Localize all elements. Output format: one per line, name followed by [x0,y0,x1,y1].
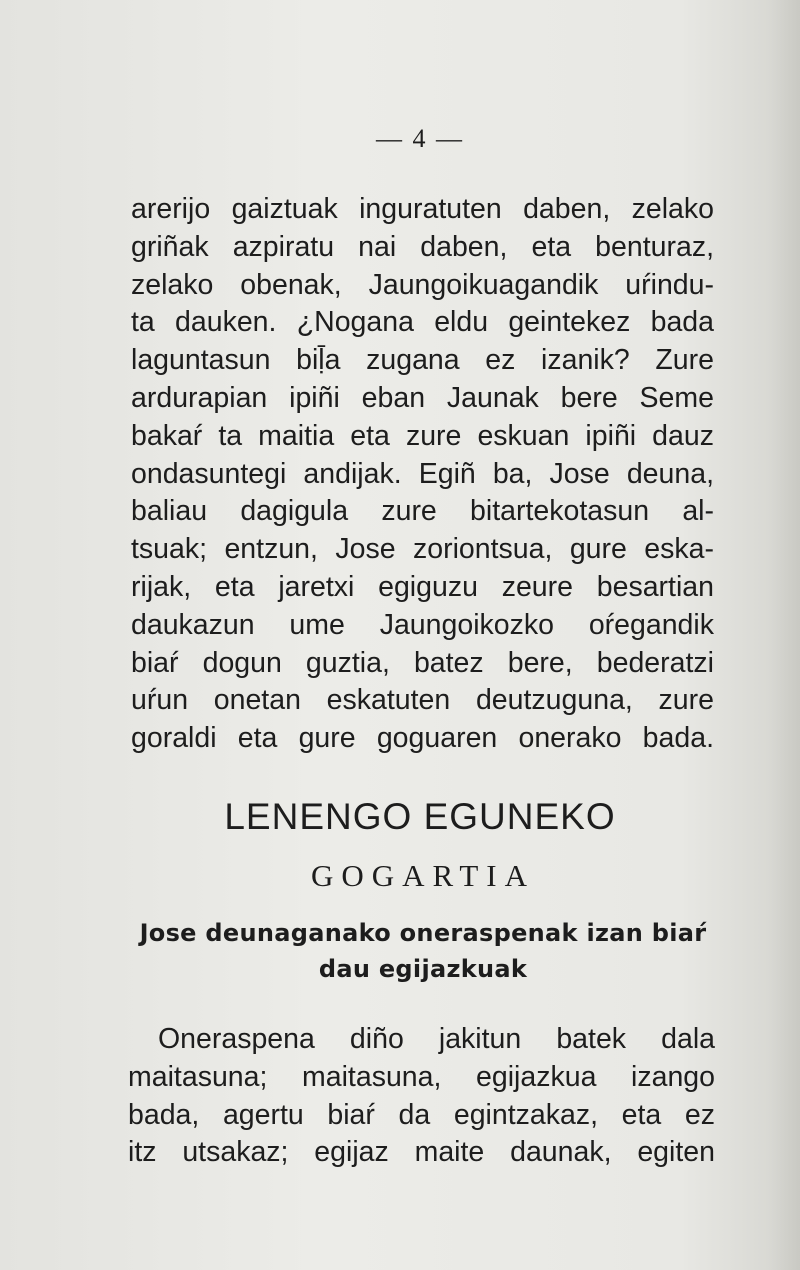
text-line: daukazun ume Jaungoikozko oŕegandik [131,608,714,641]
text-line: maitasuna; maitasuna, egijazkua izango [128,1060,715,1093]
page-number: — 4 — [376,124,464,153]
text-line: itz utsakaz; egijaz maite daunak, egiten [128,1136,715,1169]
text-line: ondasuntegi andijak. Egiñ ba, Jose deuna, [131,457,714,490]
text-line: bada, agertu biaŕ da egintzakaz, eta ez [128,1098,715,1131]
text-line: arerijo gaiztuak inguratuten daben, zelako [131,193,714,225]
day-heading: LENENGO EGUNEKO [224,796,616,837]
section-title-line: dau egijazkuak [318,955,528,983]
text-line: Oneraspena diño jakitun batek dala [158,1023,715,1055]
text-line: biaŕ dogun guztia, batez bere, bederatzi [131,646,714,679]
section-title-line: Jose deunaganako oneraspenak izan biaŕ [139,919,707,947]
text-line: ardurapian ipiñi eban Jaunak bere Seme [131,381,714,414]
text-line: laguntasun biḹa zugana ez izanik? Zure [131,344,714,377]
prayer-paragraph [131,191,714,758]
meditation-paragraph [128,1021,715,1172]
meditation-heading: GOGARTIA [310,858,535,893]
text-line: bakaŕ ta maitia eta zure eskuan ipiñi dauz [131,419,714,452]
text-line: goraldi eta gure goguaren onerako bada. [131,722,714,755]
text-line: ta dauken. ¿Nogana eldu geintekez bada [131,306,714,339]
text-line: uŕun onetan eskatuten deutzuguna, zure [131,684,714,717]
text-line: tsuak; entzun, Jose zoriontsua, gure eska- [131,533,714,566]
text-line: rijak, eta jaretxi egiguzu zeure besartian [131,570,714,603]
text-line: griñak azpiratu nai daben, eta benturaz, [131,230,714,263]
text-line: zelako obenak, Jaungoikuagandik uŕindu- [131,268,714,301]
text-line: baliau dagigula zure bitartekotasun al- [131,495,714,528]
